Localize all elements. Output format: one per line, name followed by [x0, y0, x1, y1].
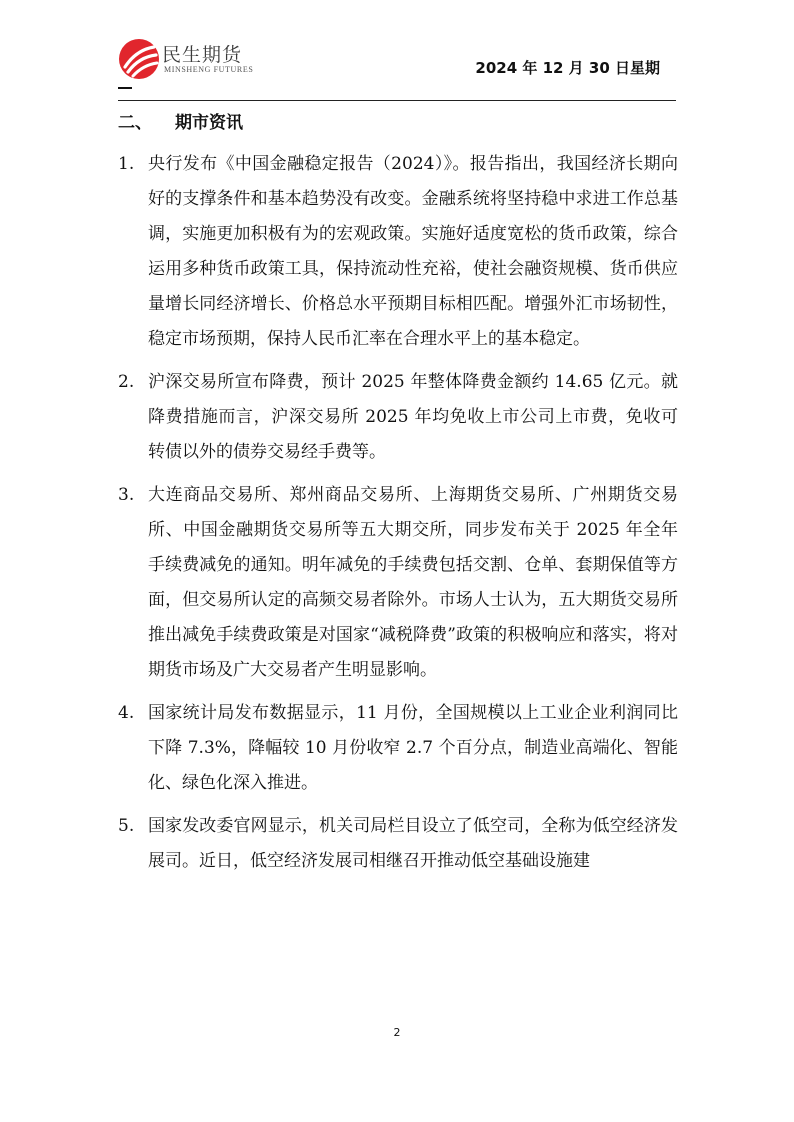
section-heading	[118, 104, 678, 142]
news-item	[118, 147, 678, 357]
header-divider	[118, 100, 676, 101]
news-index: 2.	[118, 372, 135, 392]
main-content	[118, 104, 678, 887]
news-index: 4.	[118, 703, 135, 723]
section-number: 二、	[118, 113, 152, 133]
header-mark	[118, 87, 132, 89]
news-index: 5.	[118, 816, 135, 836]
news-index: 3.	[118, 485, 135, 505]
company-logo	[118, 38, 258, 82]
minsheng-logo-icon	[118, 38, 160, 80]
news-item	[118, 365, 678, 470]
news-text: 国家统计局发布数据显示，11 月份，全国规模以上工业企业利润同比下降 7.3%，降幅较 10 月份收窄 2.7 个百分点，制造业高端化、智能化、绿色化深入推进。	[148, 703, 678, 793]
logo-english-name: MINSHENG FUTURES	[164, 65, 254, 74]
page-header	[0, 0, 794, 102]
news-item	[118, 696, 678, 801]
news-text: 央行发布《中国金融稳定报告（2024）》。报告指出，我国经济长期向好的支撑条件和基本趋势没有改变。金融系统将坚持稳中求进工作总基调，实施更加积极有为的宏观政策。实施好适度宽松的货币政策，综合运用多种货币政策工具，保持流动性充裕，使社会融资规模、货币供应量增长同经济增长、价格总水平预期目标相匹配。增强外汇市场韧性，稳定市场预期，保持人民币汇率在合理水平上的基本稳定。	[148, 154, 678, 349]
news-text: 沪深交易所宣布降费，预计 2025 年整体降费金额约 14.65 亿元。就降费措施而言，沪深交易所 2025 年均免收上市公司上市费，免收可转债以外的债券交易经手费等。	[148, 372, 678, 462]
news-list	[118, 147, 678, 879]
news-item	[118, 478, 678, 688]
news-text: 国家发改委官网显示，机关司局栏目设立了低空司，全称为低空经济发展司。近日，低空经济发展司相继召开推动低空基础设施建	[148, 816, 678, 871]
news-text: 大连商品交易所、郑州商品交易所、上海期货交易所、广州期货交易所、中国金融期货交易所等五大期交所，同步发布关于 2025 年全年手续费减免的通知。明年减免的手续费包括交割、仓单、套期保值等方面，但交易所认定的高频交易者除外。市场人士认为，五大期货交易所推出减免手续费政策是对国家“减税降费”政策的积极响应和落实，将对期货市场及广大交易者产生明显影响。	[148, 485, 678, 680]
page-number: 2	[393, 1026, 401, 1039]
report-date: 2024 年 12 月 30 日星期	[475, 59, 660, 77]
news-item	[118, 809, 678, 879]
logo-chinese-name: 民生期货	[162, 44, 243, 66]
news-index: 1.	[118, 154, 135, 174]
section-title-text: 期市资讯	[175, 113, 243, 133]
